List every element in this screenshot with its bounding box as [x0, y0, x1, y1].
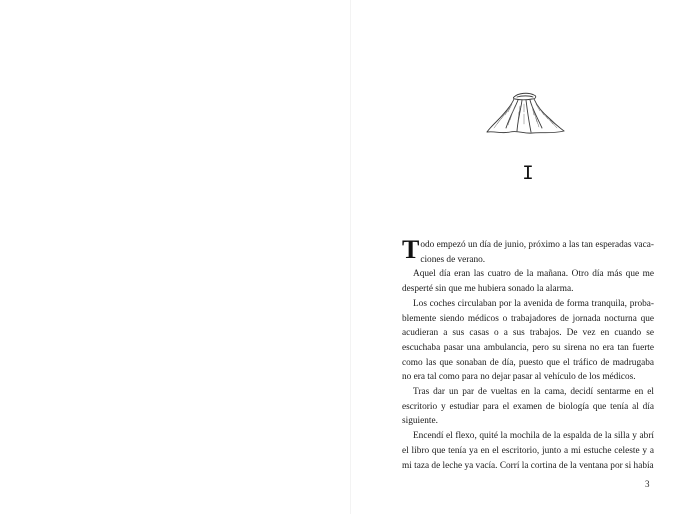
paragraph-2: Aquel día eran las cuatro de la mañana. Otro día más que me desperté sin que me hubiera sonado la alarma. [402, 269, 654, 295]
paragraph-3: Los coches circulaban por la avenida de forma tranquila, probablemente siendo médicos o trabajadores de jornada nocturna que acudieran a sus casas o a sus trabajos. De vez en cuando se escuchaba pasar una ambulancia, pero su sirena no era tan fuerte como las que sonaban de día, puesto que el tráfico de madrugaba no era tal como para no dejar pasar al vehículo de los médicos. [402, 298, 654, 383]
paragraph-1-text: odo empezó un día de junio, próximo a las tan esperadas vacaciones de verano. [420, 240, 654, 265]
drop-cap: T [402, 235, 420, 264]
volcano-illustration [484, 84, 566, 140]
paragraph-5: Encendí el flexo, quité la mochila de la espalda de la silla y abrí el libro que tenía ya en el escritorio, junto a mi estuche celeste y a mi taza de leche ya vacía. Corrí la cortina de la ventana por si había [402, 431, 654, 471]
paragraph-4: Tras dar un par de vueltas en la cama, decidí sentarme en el escritorio y estudiar para el examen de biología que tenía al día siguiente. [402, 387, 654, 427]
spread-fold [350, 0, 351, 514]
chapter-number: I [522, 162, 534, 184]
page-number: 3 [645, 479, 650, 489]
chapter-body [402, 235, 654, 473]
paragraph-1 [402, 235, 654, 267]
